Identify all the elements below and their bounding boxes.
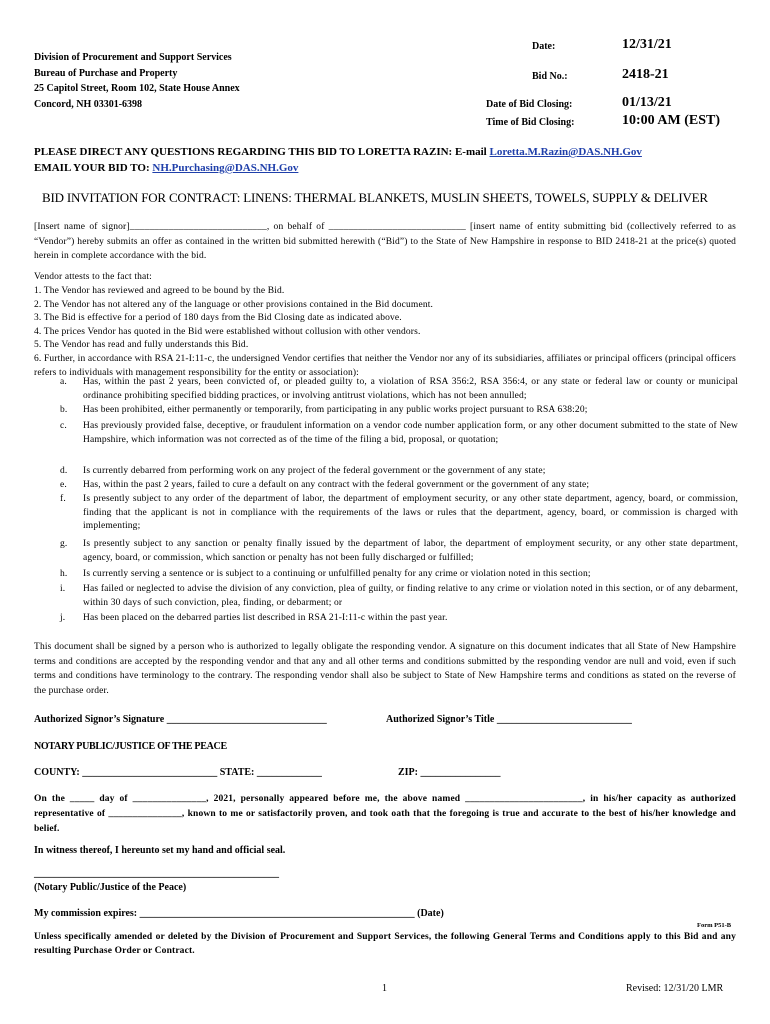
attest-item-3: 3. The Bid is effective for a period of 180 days from the Bid Closing date as indicated above. [34, 313, 402, 323]
notary-heading: NOTARY PUBLIC/JUSTICE OF THE PEACE [34, 741, 227, 752]
subitem-text: Has been prohibited, either permanently or temporarily, from participating in any public works project pursuant to RSA 638:20; [83, 405, 588, 415]
subitem-text: Has, within the past 2 years, been convicted of, or pleaded guilty to, a violation of RSA 356:2, RSA 356:4, or any state or federal law or county or municipal ordinance prohibiting specified bidding practices, or involving antitrust violations, which has not been annulled; [83, 377, 738, 401]
bid-no-value: 2418-21 [622, 67, 669, 82]
attest-item-6: 6. Further, in accordance with RSA 21-I:11-c, the undersigned Vendor certifies that neither the Vendor nor any of its subsidiaries, affiliates or principal officers (principal officers refers to individuals with management responsibility for the entity or association): [34, 354, 736, 378]
subitem-text: Has previously provided false, deceptive, or fraudulent information on a vendor code number application form, or any other document submitted to the state of New Hampshire, which information was not corrected as of the time of the filing a bid, proposal, or quotation; [83, 421, 738, 445]
notary-signature-caption: (Notary Public/Justice of the Peace) [34, 882, 187, 893]
notary-witness: In witness thereof, I hereunto set my hand and official seal. [34, 845, 286, 856]
attests-heading: Vendor attests to the fact that: [34, 272, 152, 282]
subitem-letter: e. [60, 480, 67, 490]
closing-time-value: 10:00 AM (EST) [622, 113, 720, 128]
subitem-letter: d. [60, 466, 68, 476]
general-terms-note: Unless specifically amended or deleted by the Division of Procurement and Support Services, the following General Terms and Conditions apply to this Bid and any resulting Purchase Order or Contract. [34, 932, 736, 956]
subitem-letter: h. [60, 569, 68, 579]
signature-paragraph: This document shall be signed by a person who is authorized to legally obligate the responding vendor. A signature on this document indicates that all State of New Hampshire terms and conditions are accepted by the responding vendor and that any and all other terms and conditions submitted by the responding vendor are null and void, even if such terms and conditions have terminology to the contrary. The responding vendor shall also be subject to State of New Hampshire terms and conditions as stated on the reverse of the purchase order. [34, 642, 736, 696]
subitem-text: Has, within the past 2 years, failed to cure a default on any contract with the federal government or the government of any state; [83, 480, 590, 490]
document-title: BID INVITATION FOR CONTRACT: LINENS: THERMAL BLANKETS, MUSLIN SHEETS, TOWELS, SUPPLY & DELIVER [42, 190, 708, 205]
subitem-letter: a. [60, 377, 67, 387]
closing-date-label: Date of Bid Closing: [486, 99, 573, 110]
subitem-letter: b. [60, 405, 68, 415]
agency-division: Division of Procurement and Support Services [34, 52, 232, 63]
questions-prefix: PLEASE DIRECT ANY QUESTIONS REGARDING THIS BID TO LORETTA RAZIN: E-mail [34, 146, 487, 158]
questions-line [34, 146, 642, 158]
submit-prefix: EMAIL YOUR BID TO: [34, 162, 150, 174]
date-value: 12/31/21 [622, 37, 672, 52]
notary-commission[interactable]: My commission expires: _______________________________________________________ (Date) [34, 908, 444, 919]
subitem-text: Is presently subject to any order of the department of labor, the department of employment security, or any other state department, agency, board, or commission, finding that the applicant is not in compliance with the requirements of the laws or rules that the department, agency, board, or commission is charged with implementing; [83, 494, 738, 532]
attest-item-5: 5. The Vendor has read and fully understands this Bid. [34, 340, 249, 350]
notary-signature-line[interactable]: _________________________________________________ [34, 868, 279, 879]
subitem-letter: c. [60, 421, 67, 431]
submit-email-link[interactable]: NH.Purchasing@DAS.NH.Gov [152, 162, 299, 174]
signor-title-field[interactable]: Authorized Signor’s Title ___________________________ [386, 714, 632, 725]
subitem-text: Is currently serving a sentence or is subject to a continuing or unfulfilled penalty for any crime or violation noted in this section; [83, 569, 591, 579]
subitem-text: Has failed or neglected to advise the division of any conviction, plea of guilty, or finding relative to any crime or violation noted in this section, or of any debarment, within 30 days of such conviction, plea, finding, or debarment; or [83, 584, 738, 608]
subitem-text: Is currently debarred from performing work on any project of the federal government or the government of any state; [83, 466, 546, 476]
signor-signature-field[interactable]: Authorized Signor’s Signature ________________________________ [34, 714, 327, 725]
subitem-text: Is presently subject to any sanction or penalty finally issued by the department of labor, the department of employment security, or any other state department, agency, board, or commission, which sanction or penalty has not been fully discharged or fulfilled; [83, 539, 738, 563]
intro-paragraph: [Insert name of signor]____________________________, on behalf of ____________________________ [insert name of entity submitting bid (collectively referred to as “Vendor”) hereby submits an offer as contained in the written bid submitted herewith (“Bid”) to the State of New Hampshire in response to BID 2418-21 at the price(s) quoted herein in complete accordance with the bid. [34, 222, 736, 262]
date-label: Date: [532, 41, 556, 52]
notary-appearance: On the _____ day of _______________, 2021, personally appeared before me, the above named ________________________, in his/her capacity as authorized representative of _______________, known to me or satisfactorily proven, and took oath that the foregoing is true and accurate to the best of his/her knowledge and belief. [34, 794, 736, 834]
notary-county-state[interactable]: COUNTY: ___________________________ STATE: _____________ [34, 767, 322, 778]
agency-address: 25 Capitol Street, Room 102, State House Annex [34, 83, 240, 94]
submit-line [34, 162, 298, 174]
page-number: 1 [382, 983, 387, 994]
form-id: Form P51-B [697, 922, 732, 929]
notary-zip[interactable]: ZIP: ________________ [398, 767, 501, 778]
subitem-letter: j. [60, 613, 66, 623]
attest-item-1: 1. The Vendor has reviewed and agreed to be bound by the Bid. [34, 286, 285, 296]
closing-time-label: Time of Bid Closing: [486, 117, 575, 128]
subitem-text: Has been placed on the debarred parties list described in RSA 21-I:11-c within the past year. [83, 613, 448, 623]
agency-bureau: Bureau of Purchase and Property [34, 68, 178, 79]
attest-item-4: 4. The prices Vendor has quoted in the Bid were established without collusion with other vendors. [34, 327, 421, 337]
attest-item-2: 2. The Vendor has not altered any of the language or other provisions contained in the Bid document. [34, 300, 434, 310]
bid-no-label: Bid No.: [532, 71, 568, 82]
subitem-letter: f. [60, 494, 66, 504]
revised-date: Revised: 12/31/20 LMR [626, 983, 724, 994]
contact-email-link[interactable]: Loretta.M.Razin@DAS.NH.Gov [489, 146, 642, 158]
subitem-letter: g. [60, 539, 68, 549]
subitem-letter: i. [60, 584, 66, 594]
closing-date-value: 01/13/21 [622, 95, 672, 110]
agency-city: Concord, NH 03301-6398 [34, 99, 143, 110]
